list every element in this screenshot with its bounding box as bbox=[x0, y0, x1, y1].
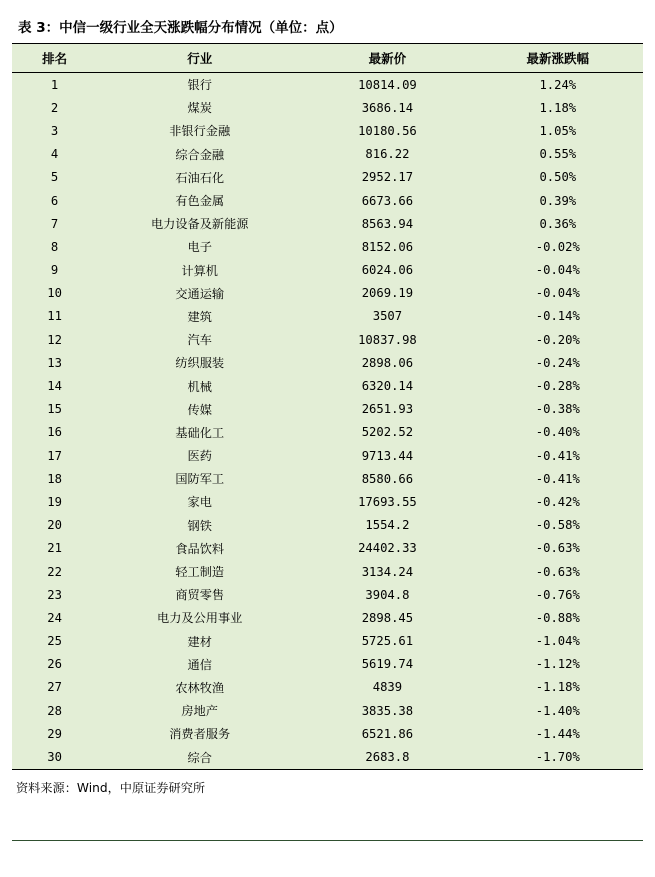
table-row bbox=[12, 328, 643, 351]
cell-change: -0.14% bbox=[473, 305, 643, 328]
cell-rank: 29 bbox=[12, 722, 97, 745]
cell-rank: 22 bbox=[12, 560, 97, 583]
table-row bbox=[12, 282, 643, 305]
cell-change: -0.28% bbox=[473, 374, 643, 397]
source-note: 资料来源：Wind，中原证券研究所 bbox=[16, 780, 206, 795]
table-title: 表 3：中信一级行业全天涨跌幅分布情况（单位：点） bbox=[18, 20, 343, 36]
cell-price: 6320.14 bbox=[302, 374, 472, 397]
cell-price: 1554.2 bbox=[302, 514, 472, 537]
industry-table bbox=[12, 44, 643, 769]
cell-rank: 25 bbox=[12, 630, 97, 653]
cell-change: -0.02% bbox=[473, 235, 643, 258]
cell-rank: 23 bbox=[12, 583, 97, 606]
cell-rank: 16 bbox=[12, 421, 97, 444]
cell-industry: 食品饮料 bbox=[97, 537, 302, 560]
cell-change: -0.20% bbox=[473, 328, 643, 351]
cell-industry: 农林牧渔 bbox=[97, 676, 302, 699]
cell-price: 10837.98 bbox=[302, 328, 472, 351]
cell-price: 2898.06 bbox=[302, 351, 472, 374]
table-row bbox=[12, 514, 643, 537]
cell-rank: 9 bbox=[12, 259, 97, 282]
cell-change: 1.24% bbox=[473, 73, 643, 97]
cell-change: -0.41% bbox=[473, 467, 643, 490]
cell-price: 3686.14 bbox=[302, 96, 472, 119]
cell-change: -0.38% bbox=[473, 398, 643, 421]
cell-industry: 电力设备及新能源 bbox=[97, 212, 302, 235]
cell-rank: 28 bbox=[12, 699, 97, 722]
cell-rank: 12 bbox=[12, 328, 97, 351]
table-row bbox=[12, 351, 643, 374]
cell-change: -1.70% bbox=[473, 745, 643, 768]
cell-industry: 交通运输 bbox=[97, 282, 302, 305]
cell-rank: 14 bbox=[12, 374, 97, 397]
cell-price: 2898.45 bbox=[302, 606, 472, 629]
cell-industry: 电子 bbox=[97, 235, 302, 258]
table-row bbox=[12, 583, 643, 606]
cell-industry: 消费者服务 bbox=[97, 722, 302, 745]
cell-industry: 综合金融 bbox=[97, 143, 302, 166]
cell-industry: 机械 bbox=[97, 374, 302, 397]
cell-industry: 石油石化 bbox=[97, 166, 302, 189]
cell-industry: 医药 bbox=[97, 444, 302, 467]
cell-industry: 钢铁 bbox=[97, 514, 302, 537]
cell-change: -1.18% bbox=[473, 676, 643, 699]
cell-change: -0.88% bbox=[473, 606, 643, 629]
table-row bbox=[12, 96, 643, 119]
cell-change: -1.04% bbox=[473, 630, 643, 653]
cell-price: 8580.66 bbox=[302, 467, 472, 490]
cell-rank: 27 bbox=[12, 676, 97, 699]
cell-price: 3904.8 bbox=[302, 583, 472, 606]
cell-industry: 国防军工 bbox=[97, 467, 302, 490]
table-row bbox=[12, 722, 643, 745]
cell-industry: 房地产 bbox=[97, 699, 302, 722]
footer-divider bbox=[12, 840, 643, 841]
cell-rank: 8 bbox=[12, 235, 97, 258]
cell-industry: 轻工制造 bbox=[97, 560, 302, 583]
cell-industry: 通信 bbox=[97, 653, 302, 676]
industry-table-container bbox=[12, 43, 643, 770]
cell-industry: 计算机 bbox=[97, 259, 302, 282]
cell-rank: 19 bbox=[12, 490, 97, 513]
cell-change: -0.63% bbox=[473, 537, 643, 560]
cell-rank: 10 bbox=[12, 282, 97, 305]
cell-change: 0.55% bbox=[473, 143, 643, 166]
column-header-latest-change: 最新涨跌幅 bbox=[473, 44, 643, 73]
cell-price: 6673.66 bbox=[302, 189, 472, 212]
table-row bbox=[12, 73, 643, 97]
column-header-industry: 行业 bbox=[97, 44, 302, 73]
table-row bbox=[12, 630, 643, 653]
cell-price: 10180.56 bbox=[302, 119, 472, 142]
cell-rank: 4 bbox=[12, 143, 97, 166]
cell-industry: 有色金属 bbox=[97, 189, 302, 212]
table-row bbox=[12, 119, 643, 142]
cell-price: 2683.8 bbox=[302, 745, 472, 768]
cell-rank: 7 bbox=[12, 212, 97, 235]
table-row bbox=[12, 699, 643, 722]
cell-price: 2651.93 bbox=[302, 398, 472, 421]
cell-industry: 建材 bbox=[97, 630, 302, 653]
cell-rank: 17 bbox=[12, 444, 97, 467]
table-row bbox=[12, 606, 643, 629]
table-row bbox=[12, 444, 643, 467]
cell-price: 6024.06 bbox=[302, 259, 472, 282]
cell-change: -0.42% bbox=[473, 490, 643, 513]
cell-price: 17693.55 bbox=[302, 490, 472, 513]
cell-rank: 5 bbox=[12, 166, 97, 189]
cell-price: 5202.52 bbox=[302, 421, 472, 444]
table-row bbox=[12, 560, 643, 583]
cell-industry: 电力及公用事业 bbox=[97, 606, 302, 629]
cell-industry: 传媒 bbox=[97, 398, 302, 421]
cell-industry: 家电 bbox=[97, 490, 302, 513]
cell-price: 8563.94 bbox=[302, 212, 472, 235]
cell-change: -0.63% bbox=[473, 560, 643, 583]
cell-rank: 6 bbox=[12, 189, 97, 212]
cell-price: 3507 bbox=[302, 305, 472, 328]
cell-industry: 汽车 bbox=[97, 328, 302, 351]
table-row bbox=[12, 676, 643, 699]
cell-change: 0.36% bbox=[473, 212, 643, 235]
table-row bbox=[12, 166, 643, 189]
cell-price: 3134.24 bbox=[302, 560, 472, 583]
table-row bbox=[12, 212, 643, 235]
cell-price: 2069.19 bbox=[302, 282, 472, 305]
table-header bbox=[12, 44, 643, 73]
cell-industry: 商贸零售 bbox=[97, 583, 302, 606]
table-row bbox=[12, 745, 643, 768]
column-header-rank: 排名 bbox=[12, 44, 97, 73]
cell-rank: 24 bbox=[12, 606, 97, 629]
column-header-latest-price: 最新价 bbox=[302, 44, 472, 73]
cell-change: -1.44% bbox=[473, 722, 643, 745]
cell-change: 0.39% bbox=[473, 189, 643, 212]
cell-price: 9713.44 bbox=[302, 444, 472, 467]
cell-price: 5619.74 bbox=[302, 653, 472, 676]
table-row bbox=[12, 143, 643, 166]
cell-price: 2952.17 bbox=[302, 166, 472, 189]
cell-rank: 26 bbox=[12, 653, 97, 676]
cell-change: -0.04% bbox=[473, 282, 643, 305]
table-row bbox=[12, 235, 643, 258]
table-row bbox=[12, 490, 643, 513]
table-row bbox=[12, 259, 643, 282]
cell-change: -0.58% bbox=[473, 514, 643, 537]
cell-price: 816.22 bbox=[302, 143, 472, 166]
cell-industry: 煤炭 bbox=[97, 96, 302, 119]
cell-change: -0.04% bbox=[473, 259, 643, 282]
cell-industry: 银行 bbox=[97, 73, 302, 97]
cell-rank: 20 bbox=[12, 514, 97, 537]
cell-rank: 2 bbox=[12, 96, 97, 119]
table-row bbox=[12, 467, 643, 490]
cell-change: -1.12% bbox=[473, 653, 643, 676]
cell-price: 4839 bbox=[302, 676, 472, 699]
cell-rank: 11 bbox=[12, 305, 97, 328]
cell-change: -0.76% bbox=[473, 583, 643, 606]
table-row bbox=[12, 421, 643, 444]
cell-rank: 15 bbox=[12, 398, 97, 421]
cell-change: -0.24% bbox=[473, 351, 643, 374]
cell-rank: 3 bbox=[12, 119, 97, 142]
cell-industry: 综合 bbox=[97, 745, 302, 768]
cell-rank: 13 bbox=[12, 351, 97, 374]
table-row bbox=[12, 537, 643, 560]
cell-price: 5725.61 bbox=[302, 630, 472, 653]
cell-price: 10814.09 bbox=[302, 73, 472, 97]
table-row bbox=[12, 189, 643, 212]
cell-rank: 30 bbox=[12, 745, 97, 768]
table-row bbox=[12, 374, 643, 397]
cell-change: 1.18% bbox=[473, 96, 643, 119]
cell-price: 3835.38 bbox=[302, 699, 472, 722]
cell-change: -1.40% bbox=[473, 699, 643, 722]
cell-industry: 基础化工 bbox=[97, 421, 302, 444]
table-row bbox=[12, 305, 643, 328]
cell-industry: 纺织服装 bbox=[97, 351, 302, 374]
cell-rank: 21 bbox=[12, 537, 97, 560]
table-row bbox=[12, 653, 643, 676]
table-header-row bbox=[12, 44, 643, 73]
cell-industry: 建筑 bbox=[97, 305, 302, 328]
cell-price: 6521.86 bbox=[302, 722, 472, 745]
cell-change: -0.40% bbox=[473, 421, 643, 444]
cell-rank: 18 bbox=[12, 467, 97, 490]
cell-price: 24402.33 bbox=[302, 537, 472, 560]
cell-change: 0.50% bbox=[473, 166, 643, 189]
table-body bbox=[12, 73, 643, 769]
cell-price: 8152.06 bbox=[302, 235, 472, 258]
table-row bbox=[12, 398, 643, 421]
cell-industry: 非银行金融 bbox=[97, 119, 302, 142]
cell-change: 1.05% bbox=[473, 119, 643, 142]
cell-rank: 1 bbox=[12, 73, 97, 97]
cell-change: -0.41% bbox=[473, 444, 643, 467]
